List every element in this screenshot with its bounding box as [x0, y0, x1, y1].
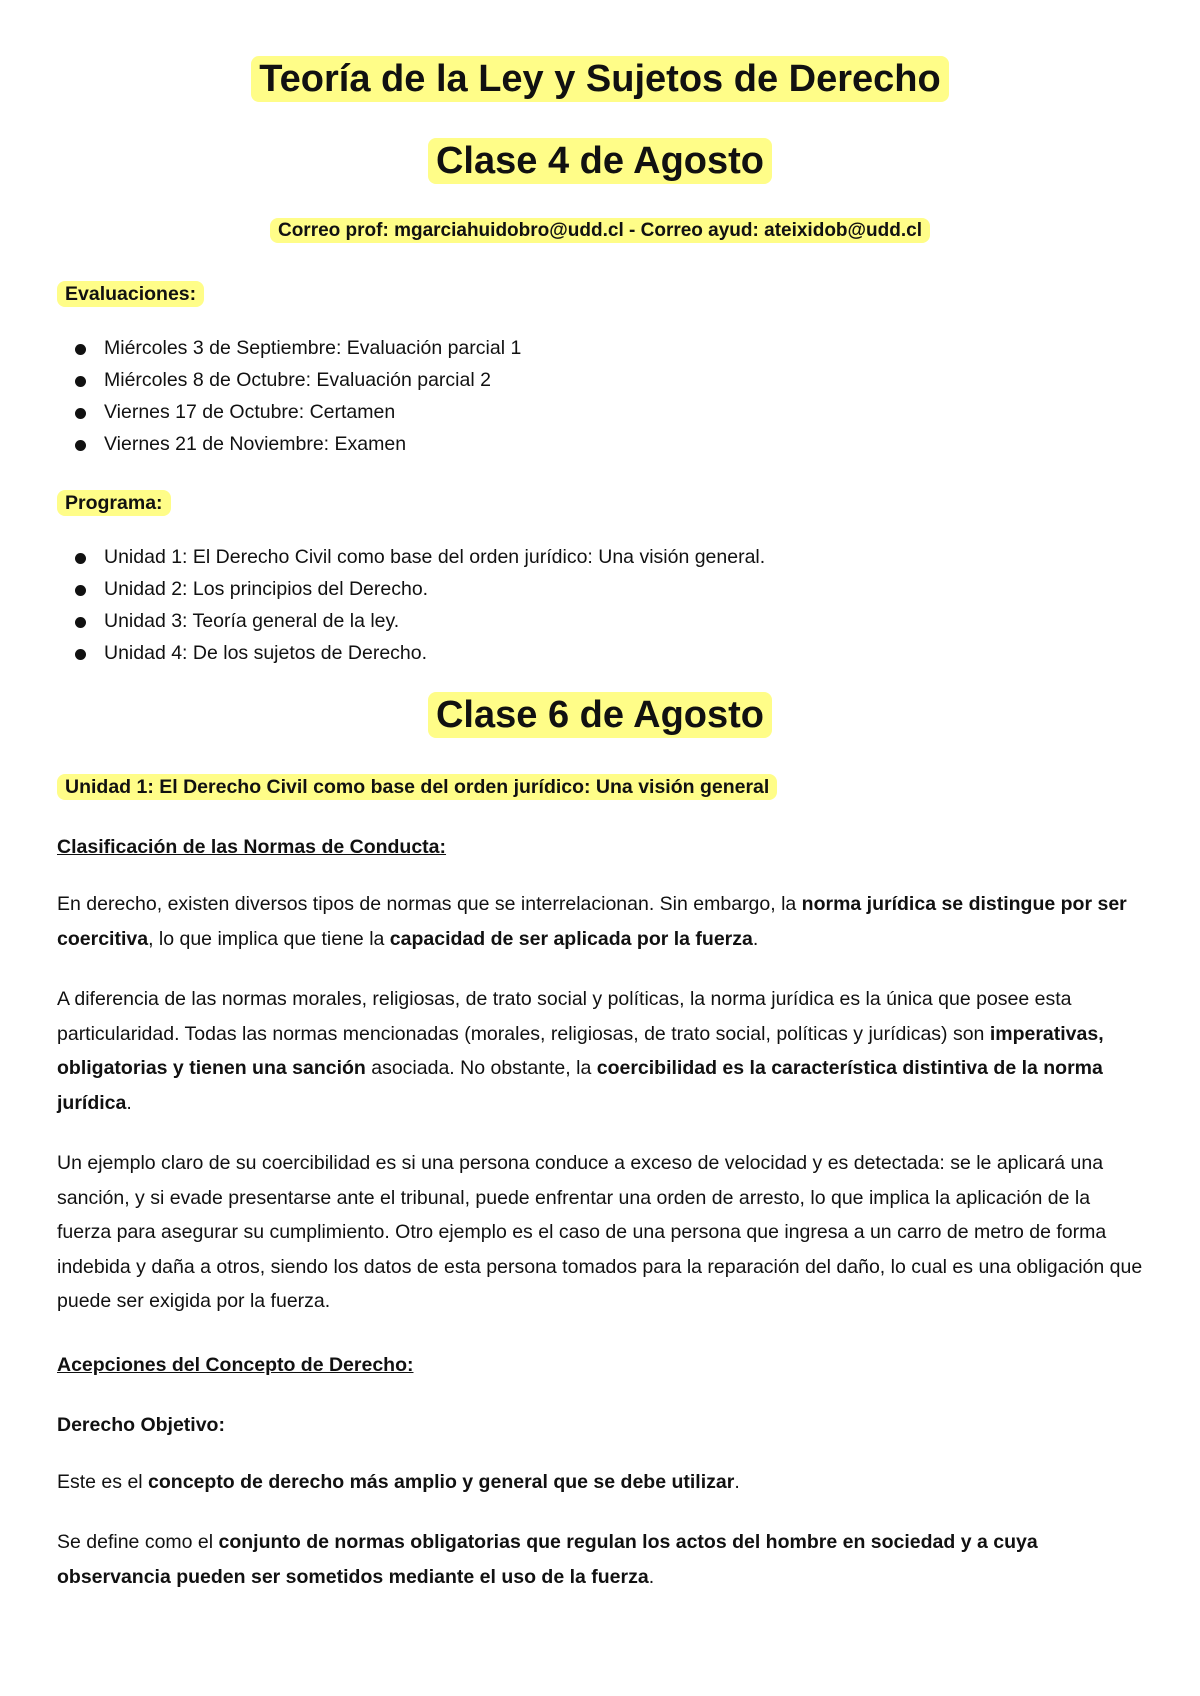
section-heading-acepciones: [57, 1348, 1147, 1382]
bold-run: imperativas, obligatorias y tienen una sanción: [57, 1022, 1104, 1079]
programa-label: [57, 486, 1147, 520]
list-item-text: Viernes 17 de Octubre: Certamen: [104, 401, 396, 423]
unit-heading: [57, 770, 1147, 804]
list-item-text: Miércoles 3 de Septiembre: Evaluación parcial 1: [104, 337, 522, 359]
bullet-icon: [75, 553, 86, 564]
class-heading-4-agosto: [0, 140, 1200, 183]
class-heading-6-agosto: [0, 694, 1200, 737]
bold-run: conjunto de normas obligatorias que regulan los actos del hombre en sociedad y a cuya observancia pueden ser sometidos mediante el uso de la fuerza: [57, 1531, 1038, 1588]
programa-list: [57, 541, 765, 669]
programa-label-text: Programa:: [57, 490, 171, 516]
contact-line: [0, 220, 1200, 242]
list-item-text: Viernes 21 de Noviembre: Examen: [104, 433, 407, 455]
class-heading-text: Clase 6 de Agosto: [428, 692, 772, 738]
text-run: .: [126, 1091, 132, 1114]
bold-run: concepto de derecho más amplio y general que se debe utilizar: [148, 1471, 735, 1493]
paragraph-5: [57, 1525, 1147, 1594]
bold-run: coercibilidad es la característica distintiva de la norma jurídica: [57, 1057, 1103, 1114]
list-item-text: Unidad 4: De los sujetos de Derecho.: [104, 642, 428, 664]
list-item: [57, 605, 765, 637]
paragraph-1: [57, 887, 1147, 956]
text-run: asociada. No obstante, la: [365, 1057, 597, 1079]
bullet-icon: [75, 376, 86, 387]
bullet-icon: [75, 408, 86, 419]
bullet-icon: [75, 344, 86, 355]
list-item: [57, 332, 521, 364]
bold-run: norma jurídica se distingue por ser coercitiva: [57, 893, 1127, 950]
bold-run: capacidad de ser aplicada por la fuerza: [389, 927, 753, 950]
unit-heading-text: Unidad 1: El Derecho Civil como base del orden jurídico: Una visión general: [57, 774, 777, 800]
evaluaciones-label-text: Evaluaciones:: [57, 281, 204, 307]
text-run: Se define como el: [57, 1531, 219, 1553]
paragraph-2: [57, 982, 1147, 1120]
document-title: [0, 58, 1200, 101]
list-item: [57, 428, 521, 460]
class-heading-text: Clase 4 de Agosto: [428, 138, 772, 184]
list-item: [57, 364, 521, 396]
list-item: [57, 573, 765, 605]
list-item-text: Unidad 3: Teoría general de la ley.: [104, 610, 400, 632]
text-run: .: [752, 927, 759, 950]
list-item: [57, 541, 765, 573]
section-heading-clasificacion: [57, 830, 1147, 864]
section-heading-text: Acepciones del Concepto de Derecho:: [57, 1354, 414, 1376]
text-run: .: [648, 1565, 655, 1588]
list-item-text: Unidad 1: El Derecho Civil como base del orden jurídico: Una visión general.: [104, 546, 766, 568]
section-heading-text: Clasificación de las Normas de Conducta:: [57, 836, 447, 858]
list-item: [57, 637, 765, 669]
list-item-text: Unidad 2: Los principios del Derecho.: [104, 578, 429, 600]
subheading-derecho-objetivo: Derecho Objetivo:: [57, 1414, 225, 1436]
bullet-icon: [75, 649, 86, 660]
list-item: [57, 396, 521, 428]
contact-text: Correo prof: mgarciahuidobro@udd.cl - Correo ayud: ateixidob@udd.cl: [270, 218, 930, 243]
text-run: , lo que implica que tiene la: [148, 927, 390, 950]
evaluaciones-label: [57, 277, 1147, 311]
paragraph-3: Un ejemplo claro de su coercibilidad es si una persona conduce a exceso de velocidad y es detectada: se le aplicará una sanción, y si evade presentarse ante el tribunal, puede enfrentar una orden de arresto, lo que implica la aplicación de la fuerza para asegurar su cumplimiento. Otro ejemplo es el caso de una persona que ingresa a un carro de metro de forma indebida y daña a otros, siendo los datos de esta persona tomados para la reparación del daño, lo cual es una obligación que puede ser exigida por la fuerza.: [57, 1152, 1143, 1312]
text-run: .: [734, 1471, 740, 1493]
bullet-icon: [75, 440, 86, 451]
text-run: En derecho, existen diversos tipos de normas que se interrelacionan. Sin embargo, la: [57, 893, 802, 915]
text-run: A diferencia de las normas morales, religiosas, de trato social y políticas, la norma jurídica es la única que posee esta particularidad. Todas las normas mencionadas (morales, religiosas, de trato social, políticas y jurídicas) son: [57, 988, 1072, 1045]
list-item-text: Miércoles 8 de Octubre: Evaluación parcial 2: [104, 369, 491, 391]
evaluaciones-list: [57, 332, 521, 460]
text-run: Este es el: [57, 1471, 149, 1493]
bullet-icon: [75, 617, 86, 628]
paragraph-4: [57, 1465, 1147, 1500]
bullet-icon: [75, 585, 86, 596]
document-title-text: Teoría de la Ley y Sujetos de Derecho: [251, 56, 948, 102]
